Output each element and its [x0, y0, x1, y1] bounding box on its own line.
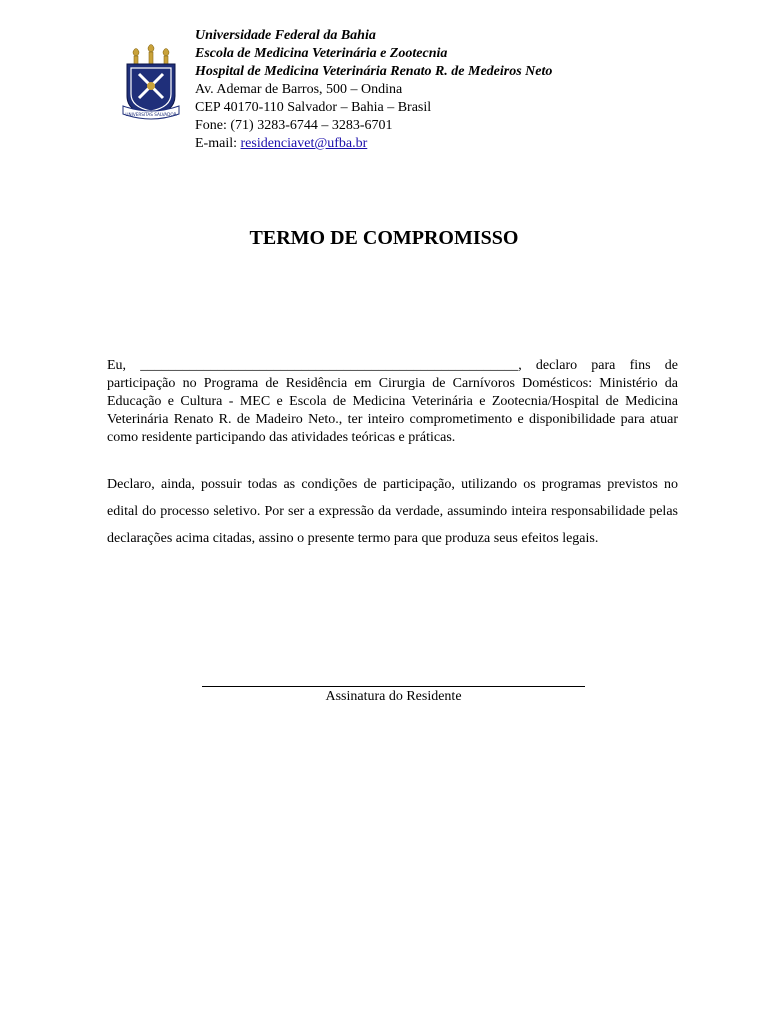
signature-label: Assinatura do Residente — [325, 689, 462, 704]
logo-banner-text: UNIVERSITAS SALVADOR — [125, 112, 177, 117]
email-line — [195, 135, 735, 153]
ufba-crest-icon — [121, 42, 181, 126]
institution-block — [195, 27, 735, 153]
phone-line: Fone: (71) 3283-6744 – 3283-6701 — [195, 118, 393, 133]
cep-line: CEP 40170-110 Salvador – Bahia – Brasil — [195, 100, 432, 115]
email-label: E-mail: — [195, 136, 241, 151]
declaration-paragraph: Declaro, ainda, possuir todas as condições de participação, utilizando os programas previstos no edital do processo seletivo. Por ser a expressão da verdade, assumindo inteira responsabilidade pelas declarações acima citadas, assino o presente termo para que produza seus efeitos legais. — [107, 477, 678, 546]
commitment-paragraph: Eu, ______________________________________________________, declaro para fins de participação no Programa de Residência em Cirurgia de Carnívoros Domésticos: Ministério da Educação e Cultura - MEC e Escola de Medicina Veterinária e Zootecnia/Hospital de Medicina Veterinária Renato R. de Madeiro Neto., ter inteiro comprometimento e disponibilidade para atuar como residente participando das atividades teóricas e práticas. — [107, 358, 678, 445]
hospital-name: Hospital de Medicina Veterinária Renato R. de Medeiros Neto — [195, 64, 553, 79]
document-title: TERMO DE COMPROMISSO — [249, 227, 519, 249]
school-name: Escola de Medicina Veterinária e Zootecnia — [195, 46, 448, 61]
university-name: Universidade Federal da Bahia — [195, 28, 376, 43]
signature-line — [202, 686, 585, 687]
document-header — [0, 0, 768, 160]
address-line: Av. Ademar de Barros, 500 – Ondina — [195, 82, 403, 97]
email-link[interactable]: residenciavet@ufba.br — [240, 136, 368, 151]
